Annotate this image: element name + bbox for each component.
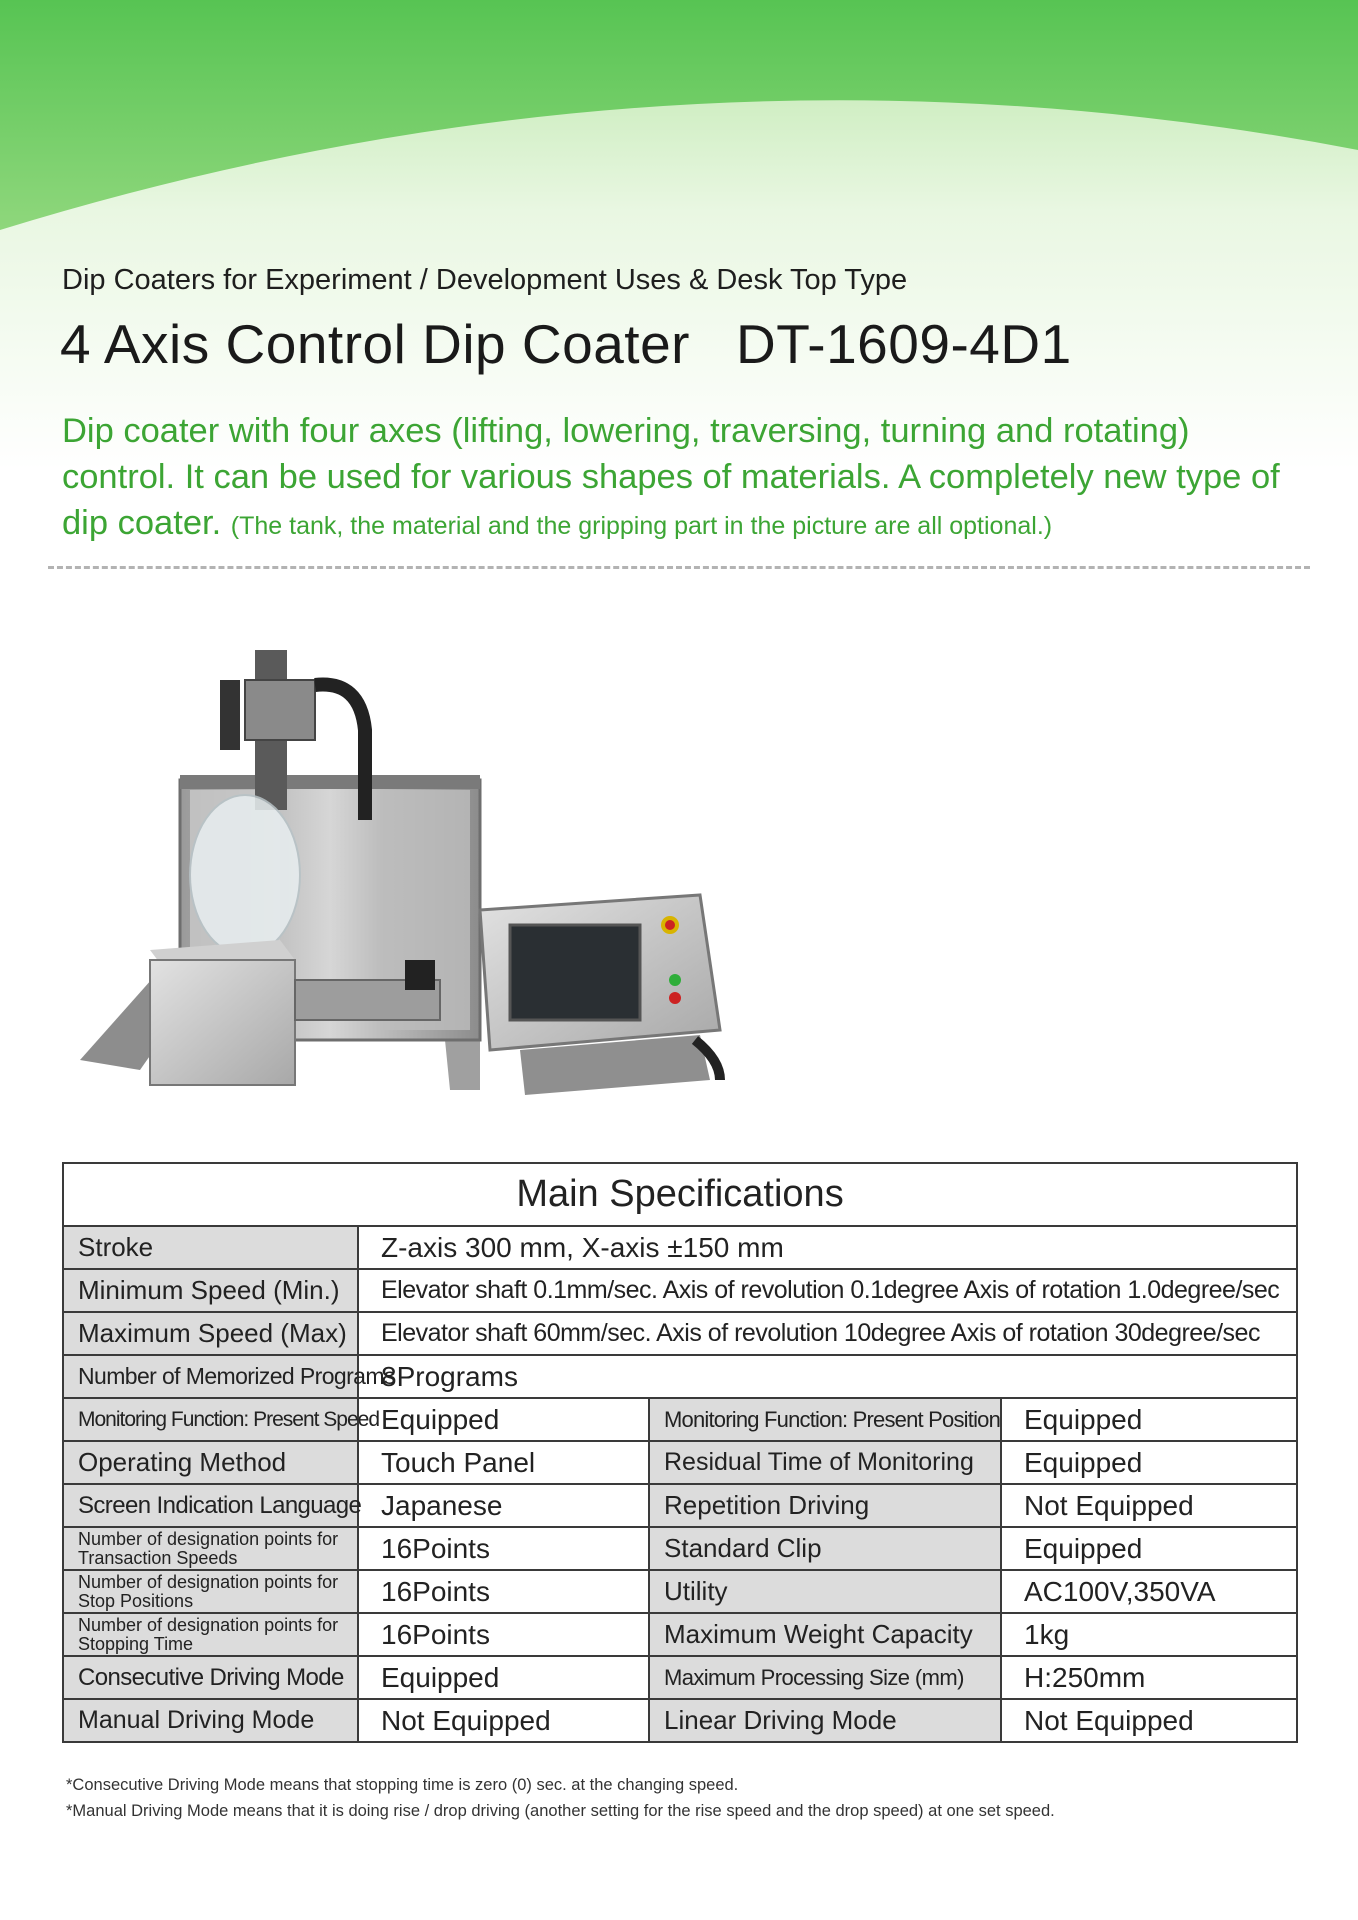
table-row <box>63 1269 1297 1312</box>
description-note: (The tank, the material and the gripping part in the picture are all optional.) <box>230 512 1053 540</box>
spec-value: AC100V,350VA <box>1001 1570 1297 1613</box>
product-photo <box>80 640 740 1110</box>
spec-value: 16Points <box>358 1613 649 1656</box>
spec-value: 16Points <box>358 1527 649 1570</box>
spec-value: Elevator shaft 60mm/sec. Axis of revolution 10degree Axis of rotation 30degree/sec <box>358 1312 1297 1355</box>
spec-value: Equipped <box>358 1656 649 1699</box>
spec-label: Number of designation points for Stopping Time <box>63 1613 358 1656</box>
spec-label: Manual Driving Mode <box>63 1699 358 1742</box>
spec-value: Japanese <box>358 1484 649 1527</box>
spec-label: Utility <box>649 1570 1001 1613</box>
spec-label: Maximum Weight Capacity <box>649 1613 1001 1656</box>
header-green-band <box>0 0 1358 470</box>
table-row <box>63 1570 1297 1613</box>
table-row <box>63 1656 1297 1699</box>
spec-label: Minimum Speed (Min.) <box>63 1269 358 1312</box>
spec-value: 1kg <box>1001 1613 1297 1656</box>
spec-label: Number of designation points for Stop Positions <box>63 1570 358 1613</box>
spec-value: Not Equipped <box>1001 1484 1297 1527</box>
table-row <box>63 1613 1297 1656</box>
table-row <box>63 1699 1297 1742</box>
spec-value: Z-axis 300 mm, X-axis ±150 mm <box>358 1226 1297 1269</box>
table-row <box>63 1312 1297 1355</box>
spec-label: Repetition Driving <box>649 1484 1001 1527</box>
description-text: Dip coater with four axes (lifting, lowering, traversing, turning and rotating) control. It can be used for various shapes of materials. A completely new type of dip coater. <box>62 412 1280 542</box>
spec-value: 8Programs <box>358 1355 1297 1398</box>
spec-value: Touch Panel <box>358 1441 649 1484</box>
spec-value: Equipped <box>1001 1398 1297 1441</box>
spec-label: Monitoring Function: Present Position <box>649 1398 1001 1441</box>
spec-value: 16Points <box>358 1570 649 1613</box>
spec-value: H:250mm <box>1001 1656 1297 1699</box>
spec-label: Maximum Processing Size (mm) <box>649 1656 1001 1699</box>
spec-label: Stroke <box>63 1226 358 1269</box>
spec-label: Number of Memorized Programs <box>63 1355 358 1398</box>
dashed-divider <box>48 566 1310 569</box>
spec-value: Not Equipped <box>358 1699 649 1742</box>
table-row <box>63 1398 1297 1441</box>
spec-label: Operating Method <box>63 1441 358 1484</box>
product-name: 4 Axis Control Dip Coater <box>60 313 690 375</box>
spec-label: Maximum Speed (Max) <box>63 1312 358 1355</box>
table-row <box>63 1226 1297 1269</box>
spec-value: Equipped <box>1001 1527 1297 1570</box>
spec-value: Elevator shaft 0.1mm/sec. Axis of revolution 0.1degree Axis of rotation 1.0degree/sec <box>358 1269 1297 1312</box>
spec-label: Screen Indication Language <box>63 1484 358 1527</box>
footnote-manual-driving: *Manual Driving Mode means that it is doing rise / drop driving (another setting for the rise speed and the drop speed) at one set speed. <box>66 1802 1055 1820</box>
page-title <box>60 312 1072 376</box>
spec-value: Equipped <box>1001 1441 1297 1484</box>
spec-value: Not Equipped <box>1001 1699 1297 1742</box>
table-row <box>63 1441 1297 1484</box>
spec-label: Number of designation points for Transaction Speeds <box>63 1527 358 1570</box>
spec-label: Residual Time of Monitoring <box>649 1441 1001 1484</box>
model-number: DT-1609-4D1 <box>736 313 1072 375</box>
specifications-title: Main Specifications <box>63 1163 1297 1226</box>
footnote-consecutive-driving: *Consecutive Driving Mode means that stopping time is zero (0) sec. at the changing speed. <box>66 1776 739 1794</box>
spec-label: Consecutive Driving Mode <box>63 1656 358 1699</box>
table-row <box>63 1484 1297 1527</box>
specifications-title-row <box>63 1163 1297 1226</box>
specifications-table <box>62 1162 1298 1743</box>
spec-label: Standard Clip <box>649 1527 1001 1570</box>
product-description <box>62 408 1292 549</box>
table-row <box>63 1527 1297 1570</box>
spec-value: Equipped <box>358 1398 649 1441</box>
table-row <box>63 1355 1297 1398</box>
spec-label: Linear Driving Mode <box>649 1699 1001 1742</box>
spec-label: Monitoring Function: Present Speed <box>63 1398 358 1441</box>
subtitle: Dip Coaters for Experiment / Development Uses & Desk Top Type <box>62 264 908 296</box>
